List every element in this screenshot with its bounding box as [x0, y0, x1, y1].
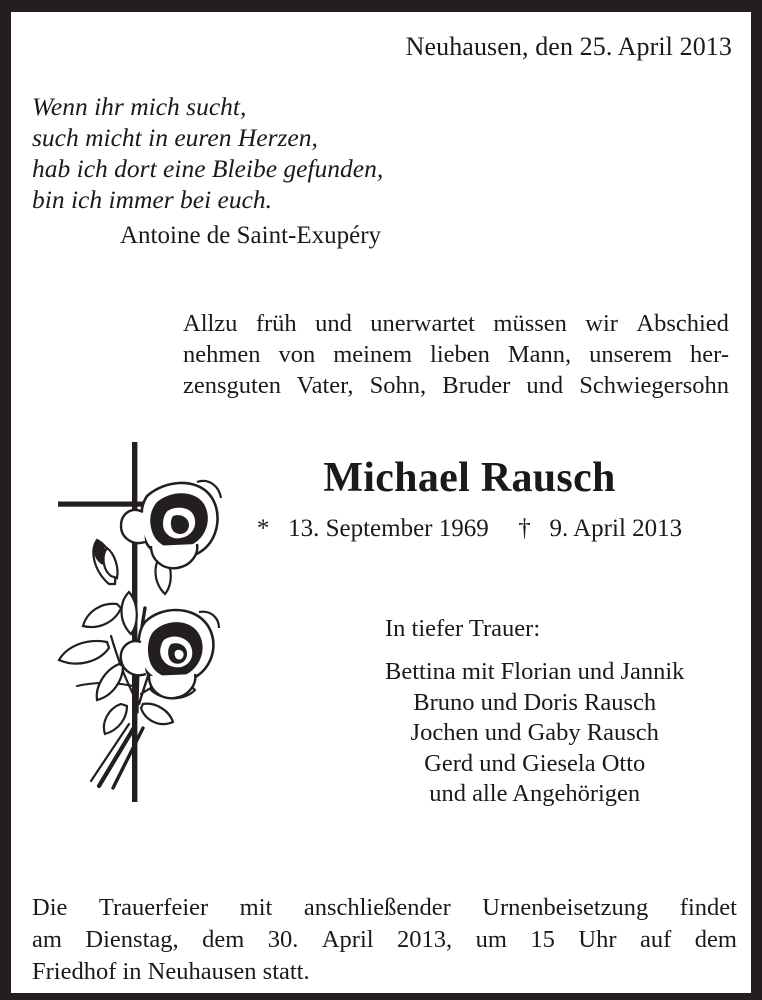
word: April — [321, 926, 374, 953]
mourners-list — [385, 657, 684, 810]
epigraph-line: bin ich immer bei euch. — [32, 185, 273, 214]
mourner-name: Bruno und Doris Rausch — [413, 688, 657, 716]
epigraph-author: Antoine de Saint-Exupéry — [120, 222, 382, 249]
word: wir — [585, 310, 618, 337]
place-and-date: Neuhausen, den 25. April 2013 — [405, 32, 732, 61]
word: Uhr — [578, 926, 617, 953]
epigraph-line: such micht in euren Herzen, — [32, 123, 318, 152]
word: findet — [679, 894, 737, 921]
word: Abschied — [636, 310, 729, 337]
epigraph-line: Wenn ihr mich sucht, — [32, 92, 247, 121]
word: Trauerfeier — [98, 894, 209, 921]
word: 2013, — [397, 926, 453, 953]
word: unerwartet — [370, 310, 475, 337]
cross-with-roses-icon — [47, 436, 223, 808]
word: anschließender — [303, 894, 451, 921]
deceased-name: Michael Rausch — [323, 455, 616, 501]
funeral-details — [32, 892, 737, 988]
word: dem — [694, 926, 737, 953]
birth-symbol: * — [256, 515, 270, 542]
word: meinem — [333, 341, 413, 368]
birth-date: 13. September 1969 — [288, 515, 489, 542]
epigraph — [32, 91, 383, 251]
death-date: 9. April 2013 — [549, 515, 683, 542]
funeral-line-3: Friedhof in Neuhausen statt. — [32, 958, 310, 985]
word: Die — [32, 894, 68, 921]
word: früh — [255, 310, 297, 337]
announcement-text — [183, 308, 729, 401]
mourner-name: Bettina mit Florian und Jannik — [385, 658, 685, 685]
funeral-line-2 — [32, 924, 737, 956]
mourner-name: Jochen und Gaby Rausch — [410, 719, 659, 746]
word: 30. — [267, 926, 299, 953]
announcement-line-1 — [183, 308, 729, 339]
mourner-name: Gerd und Giesela Otto — [424, 749, 646, 777]
word: Allzu — [183, 310, 238, 337]
word: nehmen — [183, 341, 261, 368]
word: auf — [639, 926, 672, 953]
word: Mann, — [507, 341, 572, 368]
mourners-block — [385, 614, 684, 810]
word: her- — [690, 341, 729, 368]
word: unserem — [589, 341, 673, 368]
word: dem — [202, 926, 245, 953]
death-symbol: † — [518, 515, 531, 542]
word: lieben — [430, 341, 490, 368]
mourners-title: In tiefer Trauer: — [385, 615, 541, 642]
word: mit — [239, 894, 273, 921]
announcement-line-2 — [183, 339, 729, 370]
word: von — [278, 341, 316, 368]
word: am — [32, 926, 62, 953]
life-dates — [197, 514, 742, 544]
mourner-name: und alle Angehörigen — [429, 780, 641, 807]
notice-sheet — [11, 12, 751, 993]
funeral-line-1 — [32, 892, 737, 924]
word: 15 — [530, 926, 555, 953]
word: müssen — [493, 310, 567, 337]
word: Urnenbeisetzung — [482, 894, 649, 921]
word: Dienstag, — [85, 926, 179, 953]
word: und — [315, 310, 352, 337]
epigraph-line: hab ich dort eine Bleibe gefunden, — [32, 154, 384, 183]
word: um — [475, 926, 507, 953]
announcement-line-3: zensguten Vater, Sohn, Bruder und Schwiegersohn — [183, 372, 729, 399]
